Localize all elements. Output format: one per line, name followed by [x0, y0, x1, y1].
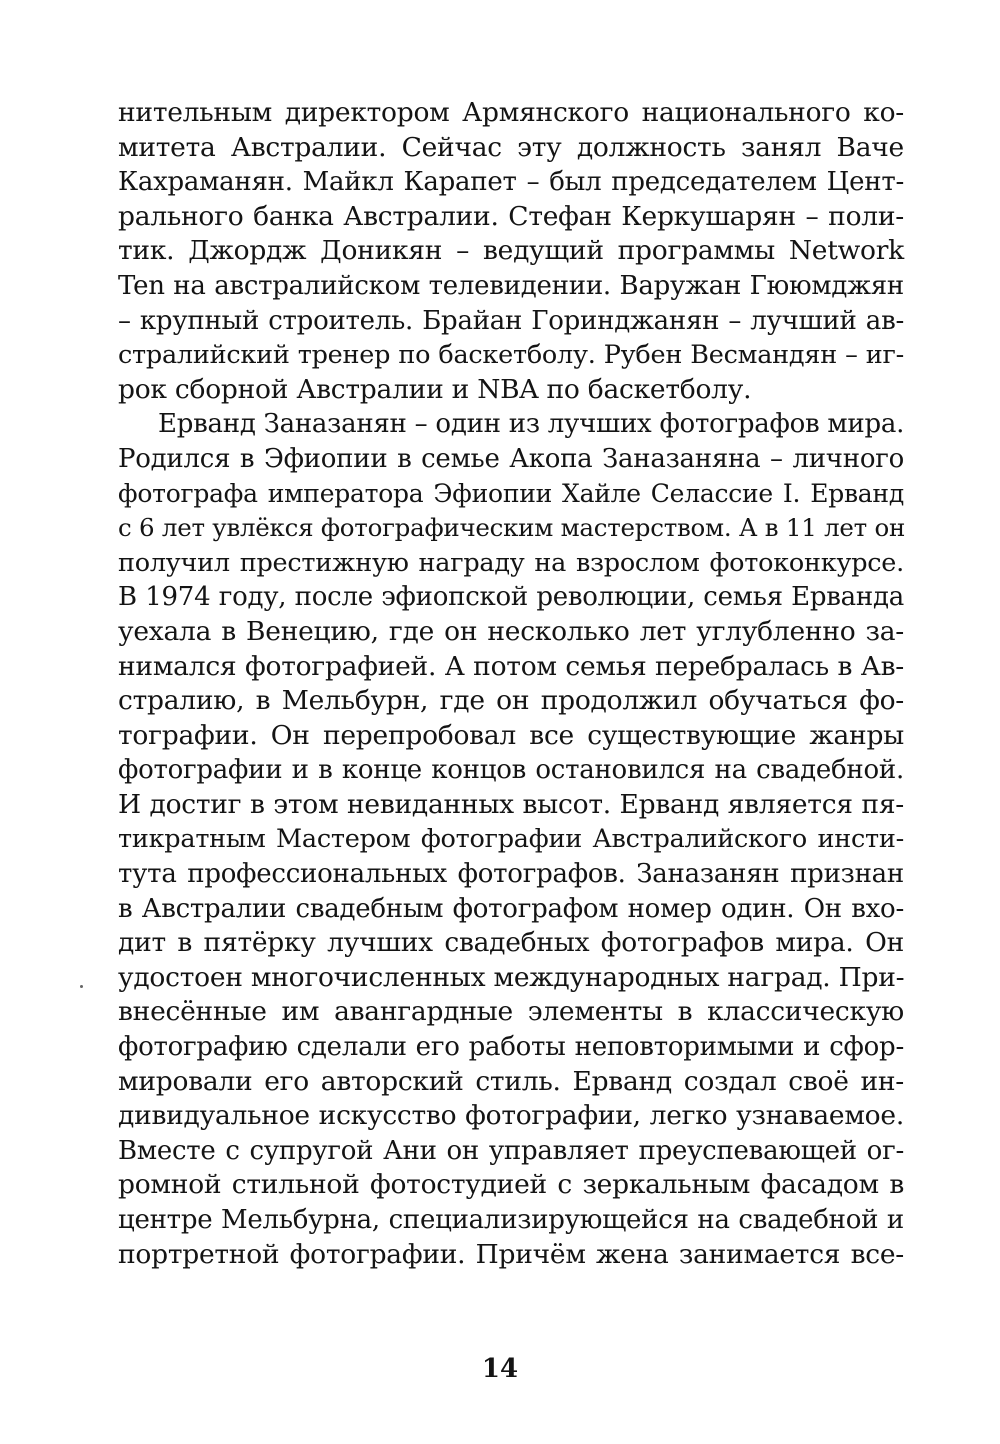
text-line: портретной фотографии. Причём жена занимается все-	[118, 1238, 904, 1270]
text-line: И достиг в этом невиданных высот. Ерванд является пя-	[118, 788, 904, 820]
text-line: В 1974 году, после эфиопской революции, семья Ерванда	[118, 582, 904, 613]
text-line: тографии. Он перепробовал все существующие жанры	[118, 719, 904, 751]
text-line: нительным директором Армянского национального ко-	[118, 97, 904, 128]
text-line: фотографию сделали его работы неповторимыми и сфор-	[118, 1032, 904, 1063]
text-line: тикратным Мастером фотографии Австралийского инсти-	[118, 824, 904, 855]
text-line: стралийский тренер по баскетболу. Рубен Весмандян – иг-	[118, 340, 904, 371]
text-line: Ерванд Заназанян – один из лучших фотографов мира.	[158, 409, 905, 440]
text-line: митета Австралии. Сейчас эту должность занял Ваче	[118, 131, 904, 163]
text-line: дит в пятёрку лучших свадебных фотографов мира. Он	[118, 927, 904, 959]
page-number: 14	[481, 1354, 519, 1384]
text-line: Ten на австралийском телевидении. Варужан Гююмджян	[118, 270, 904, 301]
text-line: удостоен многочисленных международных наград. При-	[118, 961, 905, 993]
text-line: фотографа императора Эфиопии Хайле Селассие I. Ерванд	[118, 478, 904, 508]
text-line: внесённые им авангардные элементы в классическую	[118, 996, 904, 1028]
paragraph	[118, 96, 904, 407]
text-line: Родился в Эфиопии в семье Акопа Заназаняна – личного	[118, 443, 904, 474]
text-line: в Австралии свадебным фотографом номер один. Он вхо-	[118, 893, 904, 924]
text-line: тута профессиональных фотографов. Заназанян признан	[118, 859, 904, 890]
text-line: дивидуальное искусство фотографии, легко узнаваемое.	[118, 1100, 904, 1132]
text-line: рального банка Австралии. Стефан Керкушарян – поли-	[118, 200, 904, 232]
text-line: стралию, в Мельбурн, где он продолжил обучаться фо-	[118, 685, 904, 717]
text-line: центре Мельбурна, специализирующейся на свадебной и	[118, 1205, 904, 1235]
text-line: с 6 лет увлёкся фотографическим мастерством. А в 11 лет он	[118, 513, 906, 543]
text-line: фотографии и в конце концов остановился на свадебной.	[118, 755, 904, 786]
text-line: Вместе с супругой Ани он управляет преуспевающей ог-	[118, 1135, 904, 1166]
text-line: ромной стильной фотостудией с зеркальным фасадом в	[118, 1169, 904, 1201]
text-line: Кахраманян. Майкл Карапет – был председателем Цент-	[118, 167, 904, 198]
text-line: мировали его авторский стиль. Ерванд создал своё ин-	[118, 1065, 904, 1097]
text-line: тик. Джордж Доникян – ведущий программы Network	[118, 235, 904, 267]
text-line: рок сборной Австралии и NBA по баскетболу.	[118, 373, 752, 405]
text-line: получил престижную награду на взрослом фотоконкурсе.	[118, 547, 904, 578]
text-line: нимался фотографией. А потом семья перебралась в Ав-	[118, 650, 904, 682]
text-line: уехала в Венецию, где он несколько лет углубленно за-	[118, 615, 904, 647]
paragraph	[118, 407, 904, 1272]
scan-speck	[80, 985, 83, 988]
body-text	[118, 96, 904, 1272]
text-line: – крупный строитель. Брайан Горинджанян – лучший ав-	[118, 305, 904, 336]
